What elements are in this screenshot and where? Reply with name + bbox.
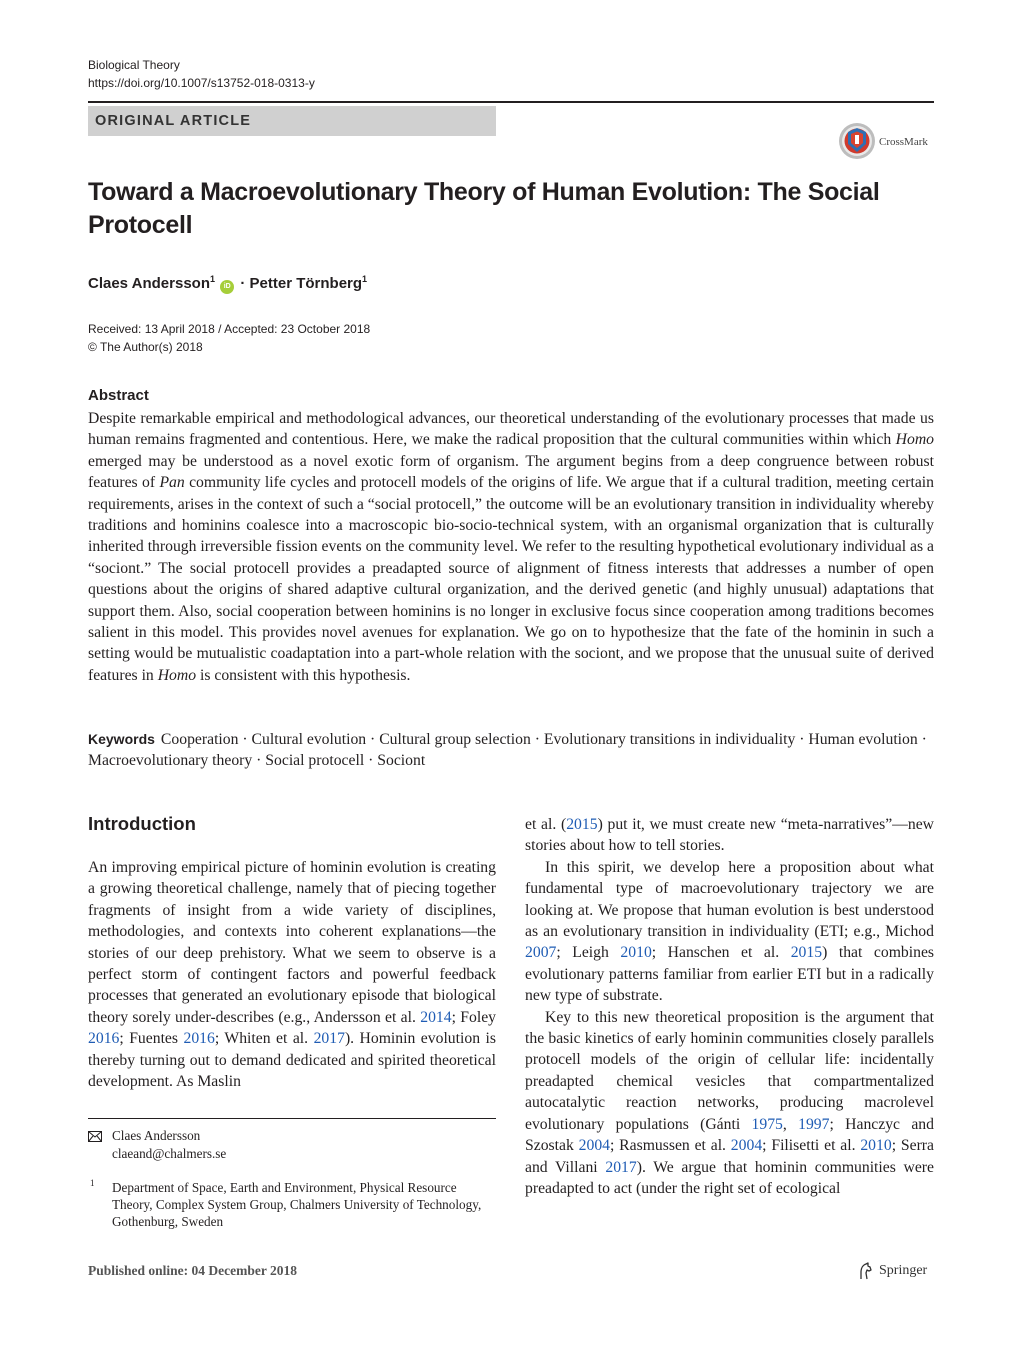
paragraph xyxy=(525,1007,934,1200)
author-list xyxy=(88,268,367,295)
abstract-text: is consistent with this hypothesis. xyxy=(196,666,411,684)
citation-link[interactable]: 2016 xyxy=(183,1030,215,1048)
introduction-heading: Introduction xyxy=(88,813,196,834)
copyright-notice: © The Author(s) 2018 xyxy=(88,340,203,354)
body-text: In this spirit, we develop here a proposition about what fundamental type of macroevolutionary trajectory we are looking at. We propose that human evolution is best understood as an evolutionary transition in individuality (ETI; e.g., Michod xyxy=(525,858,934,941)
citation-link[interactable]: 2014 xyxy=(420,1008,452,1026)
body-text: ; Foley xyxy=(451,1008,497,1026)
paragraph xyxy=(525,814,934,857)
abstract-italic-term: Homo xyxy=(157,666,197,684)
article-type-banner xyxy=(88,106,496,136)
citation-link[interactable]: 2016 xyxy=(88,1030,120,1048)
journal-name: Biological Theory xyxy=(88,58,180,72)
author-affiliation-mark: 1 xyxy=(362,274,368,284)
header-rule xyxy=(88,101,934,103)
citation-link[interactable]: 2010 xyxy=(860,1137,892,1155)
citation-link[interactable]: 2010 xyxy=(620,944,652,962)
orcid-icon[interactable]: iD xyxy=(220,280,234,294)
author-name[interactable]: Claes Andersson xyxy=(88,275,210,292)
body-text: ). Hominin evolution is thereby turning out to demand dedicated and spirited theoretical development. As Maslin xyxy=(88,1030,496,1091)
author-affiliation-mark: 1 xyxy=(210,274,216,284)
crossmark-icon xyxy=(838,122,876,160)
received-accepted-dates: Received: 13 April 2018 / Accepted: 23 October 2018 xyxy=(88,322,371,336)
body-text: , xyxy=(782,1115,799,1133)
citation-link[interactable]: 2017 xyxy=(313,1030,345,1048)
keywords-label: Keywords xyxy=(88,731,155,747)
body-text: ) that combines evolutionary patterns familiar from earlier ETI but in a radically new type of substrate. xyxy=(525,944,935,1005)
keywords xyxy=(88,729,934,772)
doi-link[interactable]: https://doi.org/10.1007/s13752-018-0313-y xyxy=(88,76,315,90)
footnote-rule xyxy=(88,1118,496,1119)
affiliation-text: Department of Space, Earth and Environment, Physical Resource Theory, Complex System Group, Chalmers University of Technology, Gothenburg, Sweden xyxy=(112,1180,482,1229)
crossmark-label: CrossMark xyxy=(879,136,928,148)
body-text: ; Hanschen et al. xyxy=(651,944,791,962)
abstract-text: emerged may be understood as a novel exotic form of organism. The argument begins from a deep congruence between robust features of xyxy=(88,452,934,492)
citation-link[interactable]: 2007 xyxy=(525,944,557,962)
springer-horse-icon xyxy=(857,1262,874,1280)
published-online-date: Published online: 04 December 2018 xyxy=(88,1263,297,1278)
abstract-heading: Abstract xyxy=(88,387,149,404)
body-text: ). We argue that hominin communities were preadapted to act (under the right set of ecological xyxy=(525,1158,934,1197)
citation-link[interactable]: 1997 xyxy=(798,1115,830,1133)
paragraph xyxy=(525,857,934,1007)
article-type-label: ORIGINAL ARTICLE xyxy=(95,113,252,129)
body-text: ; Whiten et al. xyxy=(214,1030,314,1048)
body-text: ; Rasmussen et al. xyxy=(610,1137,731,1155)
citation-link[interactable]: 2004 xyxy=(730,1137,763,1155)
body-text: ; Fuentes xyxy=(119,1030,184,1048)
springer-label: Springer xyxy=(879,1263,928,1278)
keywords-list: Cooperation · Cultural evolution · Cultural group selection · Evolutionary transitions in individuality · Human evolution · Macroevolutionary theory · Social protocell · Sociont xyxy=(88,731,927,770)
abstract-italic-term: Pan xyxy=(159,474,185,492)
citation-link[interactable]: 2017 xyxy=(605,1158,637,1176)
affiliation-number: 1 xyxy=(90,1178,95,1188)
body-text: An improving empirical picture of hominin evolution is creating a growing theoretical challenge, namely that of piecing together fragments of insight from a wide variety of disciplines, methodologies, and contexts into coherent explanations—the stories of our deep prehistory. What we seem to observe is a perfect storm of contingent factors and powerful feedback processes that generated an evolutionary episode that biological theory sorely under-describes (e.g., Andersson et al. xyxy=(88,859,496,1026)
abstract-italic-term: Homo xyxy=(895,431,934,449)
abstract-body xyxy=(88,408,934,686)
body-text: ) put it, we must create new “meta-narratives”—new stories about how to tell stories. xyxy=(525,816,934,855)
corresponding-author-name: Claes Andersson xyxy=(112,1128,201,1143)
citation-link[interactable]: 2004 xyxy=(578,1137,610,1155)
paragraph xyxy=(88,857,496,1092)
envelope-icon xyxy=(88,1131,102,1142)
body-text: ; Serra and Villani xyxy=(525,1137,934,1176)
left-column-text xyxy=(88,857,496,1092)
body-text: et al. ( xyxy=(525,816,567,833)
citation-link[interactable]: 2015 xyxy=(790,944,823,962)
body-text: Key to this new theoretical proposition is the argument that the basic kinetics of early hominin communities closely parallels protocell models of the origin of cellular life: incidentally preadapted chemical vesicles that compartmentalized autocatalytic reaction networks, producing macrolevel evolutionary populations (Gánti xyxy=(525,1008,934,1133)
corresponding-author-email[interactable]: claeand@chalmers.se xyxy=(112,1146,227,1161)
author-name[interactable]: Petter Törnberg xyxy=(249,275,363,292)
right-column-text xyxy=(525,814,934,1199)
citation-link[interactable]: 2015 xyxy=(566,816,598,833)
crossmark-badge[interactable] xyxy=(838,122,934,162)
body-text: ; Filisetti et al. xyxy=(762,1137,861,1155)
body-text: ; Leigh xyxy=(556,944,621,962)
article-title: Toward a Macroevolutionary Theory of Human Evolution: The Social Protocell xyxy=(88,178,880,239)
body-text: ; Hanczyc and Szostak xyxy=(525,1115,934,1155)
citation-link[interactable]: 1975 xyxy=(751,1115,783,1133)
abstract-text: community life cycles and protocell models of the origins of life. We argue that if a cultural tradition, meeting certain requirements, arises in the context of such a “social protocell,” the outcome will be an evolutionary transition in individuality whereby traditions and hominins coalesce into a macroscopic bio-socio-technical system, with an organismal organization that is culturally inherited through irreversible fission events on the community level. We refer to the resulting hypothetical evolutionary individual as a “sociont.” The social protocell provides a preadapted source of alignment of fitness interests that addresses a number of open questions about the origins of shared adaptive cultural organization, and the derived genetic (and highly unusual) adaptations that support them. Also, social cooperation between hominins is no longer in exclusive focus since cooperation among traditions becomes salient in this model. This provides novel avenues for explanation. We go on to hypothesize that the fate of the hominin in such a setting would be mutualistic coadaptation into a part-whole relation with the sociont, and we propose that the unusual suite of derived features in xyxy=(88,474,934,684)
author-separator: · xyxy=(236,275,250,292)
abstract-text: Despite remarkable empirical and methodological advances, our theoretical understanding of the evolutionary processes that made us human remains fragmented and contentious. Here, we make the radical proposition that the cultural communities within which xyxy=(88,410,934,449)
